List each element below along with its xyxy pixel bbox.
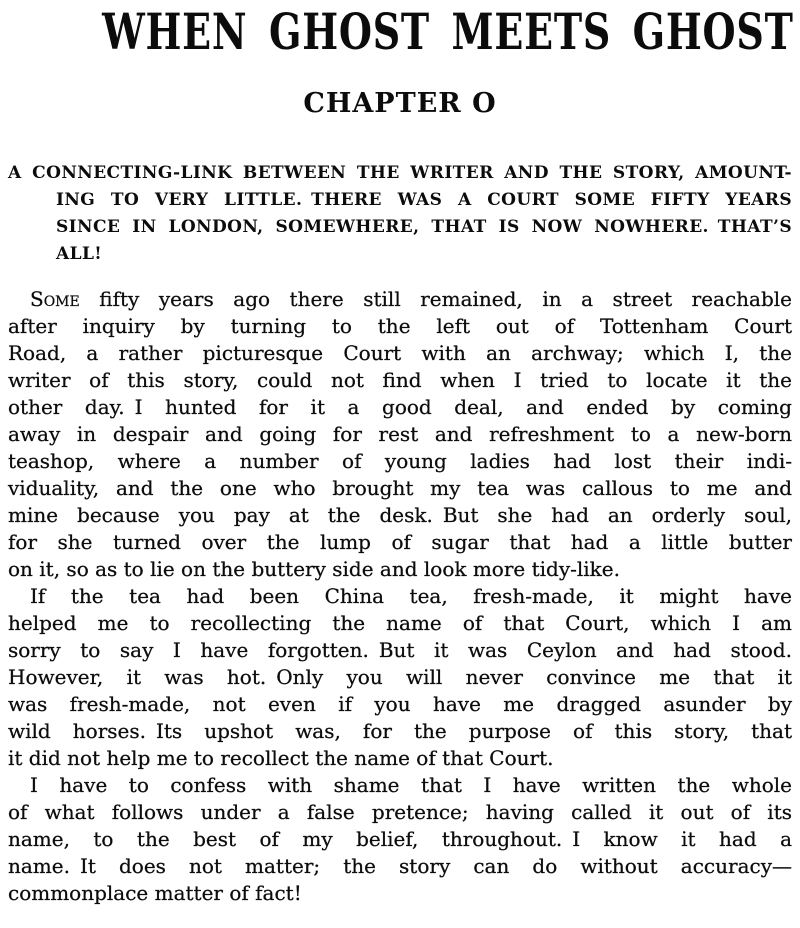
paragraph (8, 772, 792, 907)
book-page (0, 2, 800, 907)
text-line: other day. I hunted for it a good deal, and ended by coming (8, 395, 792, 419)
text-line: on it, so as to lie on the buttery side and look more tidy-like. (8, 557, 620, 581)
text-line: was fresh-made, not even if you have me dragged asunder by (8, 692, 792, 716)
text-line: name, to the best of my belief, throughout. I know it had a (8, 827, 792, 851)
text-line: of what follows under a false pretence; having called it out of its (8, 800, 792, 824)
text-line: it did not help me to recollect the name of that Court. (8, 746, 554, 770)
text-line: sorry to say I have forgotten. But it was Ceylon and had stood. (8, 638, 792, 662)
text-line-rest: fifty years ago there still remained, in a street reachable (99, 287, 793, 311)
chapter-synopsis (8, 160, 792, 268)
text-line: viduality, and the one who brought my tea was callous to me and (8, 476, 792, 500)
synopsis-line: ING TO VERY LITTLE. THERE WAS A COURT SOME FIFTY YEARS (56, 190, 792, 210)
text-line: I have to confess with shame that I have written the whole (30, 773, 792, 797)
text-line (8, 286, 792, 313)
text-line: away in despair and going for rest and refreshment to a new-born (8, 422, 792, 446)
paragraph (8, 286, 792, 583)
text-line: If the tea had been China tea, fresh-made, it might have (30, 584, 792, 608)
text-line: after inquiry by turning to the left out of Tottenham Court (8, 314, 792, 338)
synopsis-line: ALL! (56, 244, 103, 264)
story-body (8, 286, 792, 907)
text-line: for she turned over the lump of sugar that had a little butter (8, 530, 792, 554)
synopsis-line: SINCE IN LONDON, SOMEWHERE, THAT IS NOW NOWHERE. THAT’S (56, 217, 792, 237)
chapter-heading: CHAPTER O (303, 88, 497, 119)
text-line: wild horses. Its upshot was, for the purpose of this story, that (8, 719, 792, 743)
text-line: name. It does not matter; the story can do without accuracy— (8, 854, 792, 878)
text-line: However, it was hot. Only you will never convince me that it (8, 665, 792, 689)
page-title: WHEN GHOST MEETS GHOST (102, 2, 794, 61)
text-line: mine because you pay at the desk. But she had an orderly soul, (8, 503, 792, 527)
synopsis-line: A CONNECTING-LINK BETWEEN THE WRITER AND THE STORY, AMOUNT- (8, 163, 792, 183)
paragraph (8, 583, 792, 772)
text-line: teashop, where a number of young ladies had lost their indi- (8, 449, 792, 473)
text-line: writer of this story, could not find when I tried to locate it the (8, 368, 792, 392)
text-line: helped me to recollecting the name of that Court, which I am (8, 611, 792, 635)
text-line: Road, a rather picturesque Court with an archway; which I, the (8, 341, 792, 365)
lead-word-smallcaps: Some (30, 287, 80, 311)
text-line: commonplace matter of fact! (8, 881, 302, 905)
